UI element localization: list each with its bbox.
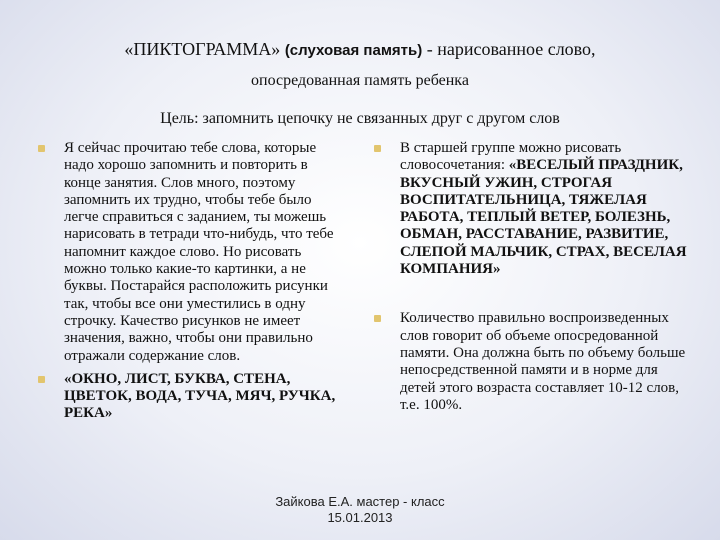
list-item-words [34, 371, 344, 423]
footer [0, 494, 720, 526]
right-column [370, 140, 690, 420]
slide-title [20, 38, 700, 92]
word-list: «ОКНО, ЛИСТ, БУКВА, СТЕНА, ЦВЕТОК, ВОДА, ТУЧА, МЯЧ, РУЧКА, РЕКА» [64, 370, 336, 422]
title-subline: опосредованная память ребенка [251, 72, 469, 89]
bullet-icon [374, 315, 381, 322]
bullet-icon [38, 145, 45, 152]
footer-date: 15.01.2013 [327, 510, 393, 525]
list-item-older-group [370, 140, 690, 278]
title-auditory-memory: (слуховая память) [284, 42, 423, 59]
bullet-icon [374, 145, 381, 152]
left-column [34, 140, 344, 429]
title-pictogram: «ПИКТОГРАММА» [124, 39, 281, 59]
goal-text: Цель: запомнить цепочку не связанных друг с другом слов [160, 110, 560, 127]
list-item-norm [370, 310, 690, 414]
instruction-text: Я сейчас прочитаю тебе слова, которые надо хорошо запомнить и повторить в конце занятия. Слов много, поэтому запомнить их трудно, чтобы тебе было легче справиться с заданием, ты можешь нарисовать в тетради что-нибудь, что тебе напомнит каждое слово. Но рисовать можно только какие-то картинки, а не буквы. Постарайся расположить рисунки так, чтобы все они уместились в одну строчку. Качество рисунков не имеет значения, важно, чтобы они правильно отражали содержание слов. [64, 140, 334, 364]
title-definition: - нарисованное слово, [422, 39, 596, 59]
norm-text: Количество правильно воспроизведенных слов говорит об объеме опосредованной памяти. Она должна быть по объему больше непосредственной памяти и в норме для детей этого возраста составляет 10-12 слов, т.е. 100%. [400, 310, 686, 413]
older-group-intro: В старшей группе можно рисовать словосочетания: [400, 140, 622, 174]
bullet-icon [38, 376, 45, 383]
older-group-words: «ВЕСЕЛЫЙ ПРАЗДНИК, ВКУСНЫЙ УЖИН, СТРОГАЯ ВОСПИТАТЕЛЬНИЦА, ТЯЖЕЛАЯ РАБОТА, ТЕПЛЫЙ ВЕТЕР, БОЛЕЗНЬ, ОБМАН, РАССТАВАНИЕ, РАЗВИТИЕ, СЛЕПОЙ МАЛЬЧИК, СТРАХ, ВЕСЕЛАЯ КОМПАНИЯ» [400, 157, 687, 278]
spacer [370, 284, 690, 310]
list-item-instruction [34, 140, 344, 365]
footer-author: Зайкова Е.А. мастер - класс [275, 494, 445, 509]
